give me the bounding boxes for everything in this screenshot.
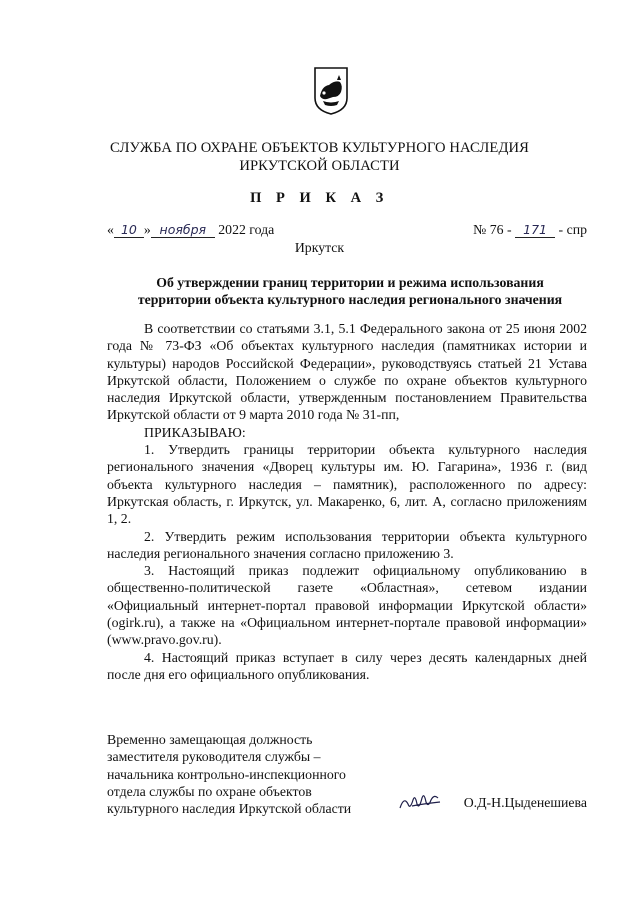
signatory-position <box>107 731 407 817</box>
document-type-title: П Р И К А З <box>250 190 389 206</box>
signatory-line-2: заместителя руководителя службы – <box>107 749 321 765</box>
order-item-4: 4. Настоящий приказ вступает в силу через десять календарных дней после дня его официального опубликования. <box>107 649 587 682</box>
order-item-2: 2. Утвердить режим использования территории объекта культурного наследия регионального значения согласно приложению 3. <box>107 528 587 561</box>
subject-line-2: территории объекта культурного наследия регионального значения <box>137 292 563 307</box>
organization-name <box>0 139 639 175</box>
date-month-handwritten: ноября <box>151 223 215 238</box>
order-item-3: 3. Настоящий приказ подлежит официальному опубликованию в общественно-политической газете «Областная», сетевом издании «Официальный интернет-портал правовой информации Иркутской области» (ogirk.ru), а также на «Официальном интернет-портале правовой информации» (www.pravo.gov.ru). <box>107 563 587 648</box>
signatory-line-5: культурного наследия Иркутской области <box>107 801 352 817</box>
signatory-line-4: отдела службы по охране объектов <box>107 783 312 799</box>
signatory-line-1: Временно замещающая должность <box>107 732 313 747</box>
organization-line-1: СЛУЖБА ПО ОХРАНЕ ОБЪЕКТОВ КУЛЬТУРНОГО НАСЛЕДИЯ <box>110 140 529 156</box>
order-subject <box>110 274 590 308</box>
order-number-handwritten: 171 <box>515 223 555 238</box>
city-name: Иркутск <box>294 240 345 255</box>
order-item-1: 1. Утвердить границы территории объекта культурного наследия регионального значения «Дворец культуры им. Ю. Гагарина», 1936 г. (вид объекта культурного наследия – памятник), расположенного по адресу: Иркутская область, г. Иркутск, ул. Макаренко, 6, лит. А, согласно приложениям 1, 2. <box>107 442 587 527</box>
date-number-row <box>107 222 587 242</box>
preamble-paragraph: В соответствии со статьями 3.1, 5.1 Федерального закона от 25 июня 2002 года № 73-ФЗ «Об объектах культурного наследия (памятниках истории и культуры) народов Российской Федерации», руководствуясь статьей 21 Устава Иркутской области, Положением о службе по охране объектов культурного наследия Иркутской области, утвержденным постановлением Правительства Иркутской области от 9 марта 2010 года № 31-пп, <box>107 321 587 423</box>
order-date <box>107 222 274 238</box>
order-word: ПРИКАЗЫВАЮ: <box>144 424 246 440</box>
date-close-quote: » <box>143 222 151 237</box>
coat-of-arms-icon <box>313 66 349 116</box>
order-number <box>473 222 587 238</box>
order-number-suffix: - спр <box>558 222 587 237</box>
organization-line-2: ИРКУТСКОЙ ОБЛАСТИ <box>239 158 400 174</box>
date-day-handwritten: 10 <box>114 223 144 238</box>
signatory-line-3: начальника контрольно-инспекционного <box>107 766 346 782</box>
handwritten-signature-icon <box>398 788 442 814</box>
date-open-quote: « <box>107 222 114 237</box>
order-body <box>107 320 587 683</box>
date-year: 2022 года <box>218 222 275 237</box>
order-number-prefix: № 76 - <box>473 222 512 237</box>
signatory-name: О.Д-Н.Цыденешиева <box>463 795 587 810</box>
subject-line-1: Об утверждении границ территории и режима использования <box>156 275 544 290</box>
